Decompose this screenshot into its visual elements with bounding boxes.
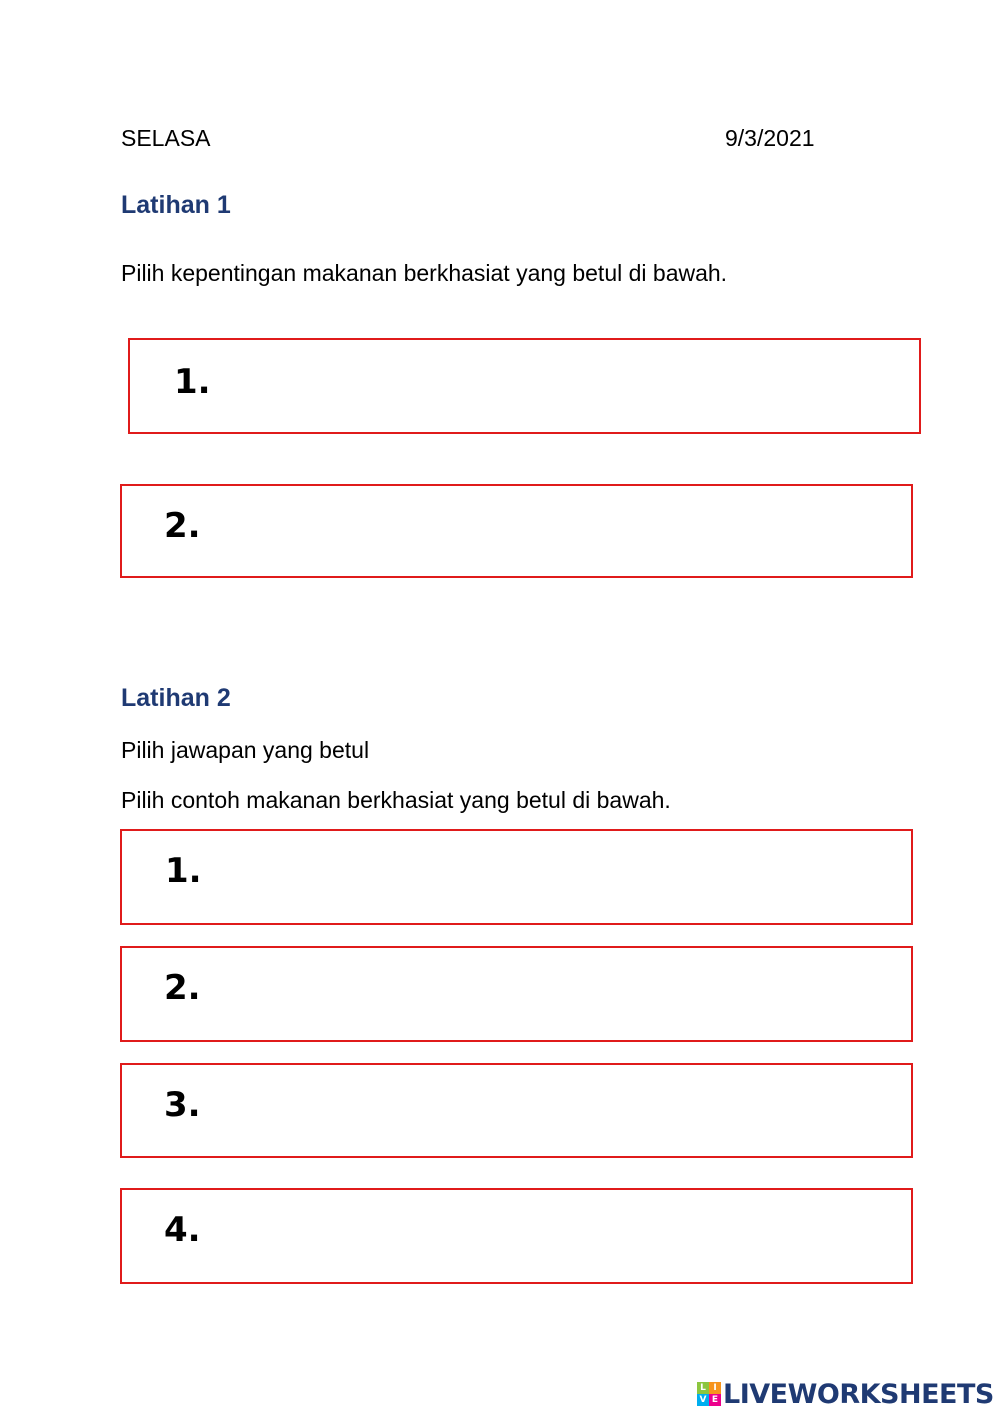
exercise-1-instruction: Pilih kepentingan makanan berkhasiat yang betul di bawah. xyxy=(121,260,728,286)
exercise-1-title: Latihan 1 xyxy=(121,191,231,219)
exercise-1-answer-box-2[interactable] xyxy=(120,484,913,578)
exercise-2-answer-box-2[interactable] xyxy=(120,946,913,1042)
exercise-2-answer-box-3[interactable] xyxy=(120,1063,913,1158)
liveworksheets-logo[interactable] xyxy=(697,1378,994,1410)
answer-number: 2. xyxy=(164,506,201,546)
logo-tile: I xyxy=(709,1382,721,1394)
exercise-2-title: Latihan 2 xyxy=(121,684,231,712)
answer-number: 1. xyxy=(165,851,202,891)
day-label: SELASA xyxy=(121,125,211,151)
liveworksheets-logo-icon xyxy=(697,1382,721,1406)
exercise-2-instruction-primary: Pilih jawapan yang betul xyxy=(121,737,370,763)
exercise-1-answer-box-1[interactable] xyxy=(128,338,921,434)
answer-number: 2. xyxy=(164,968,201,1008)
logo-tile: L xyxy=(697,1382,709,1394)
answer-number: 1. xyxy=(174,362,211,402)
liveworksheets-logo-text: LIVEWORKSHEETS xyxy=(723,1378,994,1410)
answer-number: 3. xyxy=(164,1085,201,1125)
exercise-2-answer-box-1[interactable] xyxy=(120,829,913,925)
exercise-2-instruction-secondary: Pilih contoh makanan berkhasiat yang betul di bawah. xyxy=(121,787,671,813)
logo-tile: E xyxy=(709,1394,721,1406)
answer-number: 4. xyxy=(164,1210,201,1250)
logo-tile: V xyxy=(697,1394,709,1406)
exercise-2-answer-box-4[interactable] xyxy=(120,1188,913,1284)
date-label: 9/3/2021 xyxy=(725,125,815,151)
